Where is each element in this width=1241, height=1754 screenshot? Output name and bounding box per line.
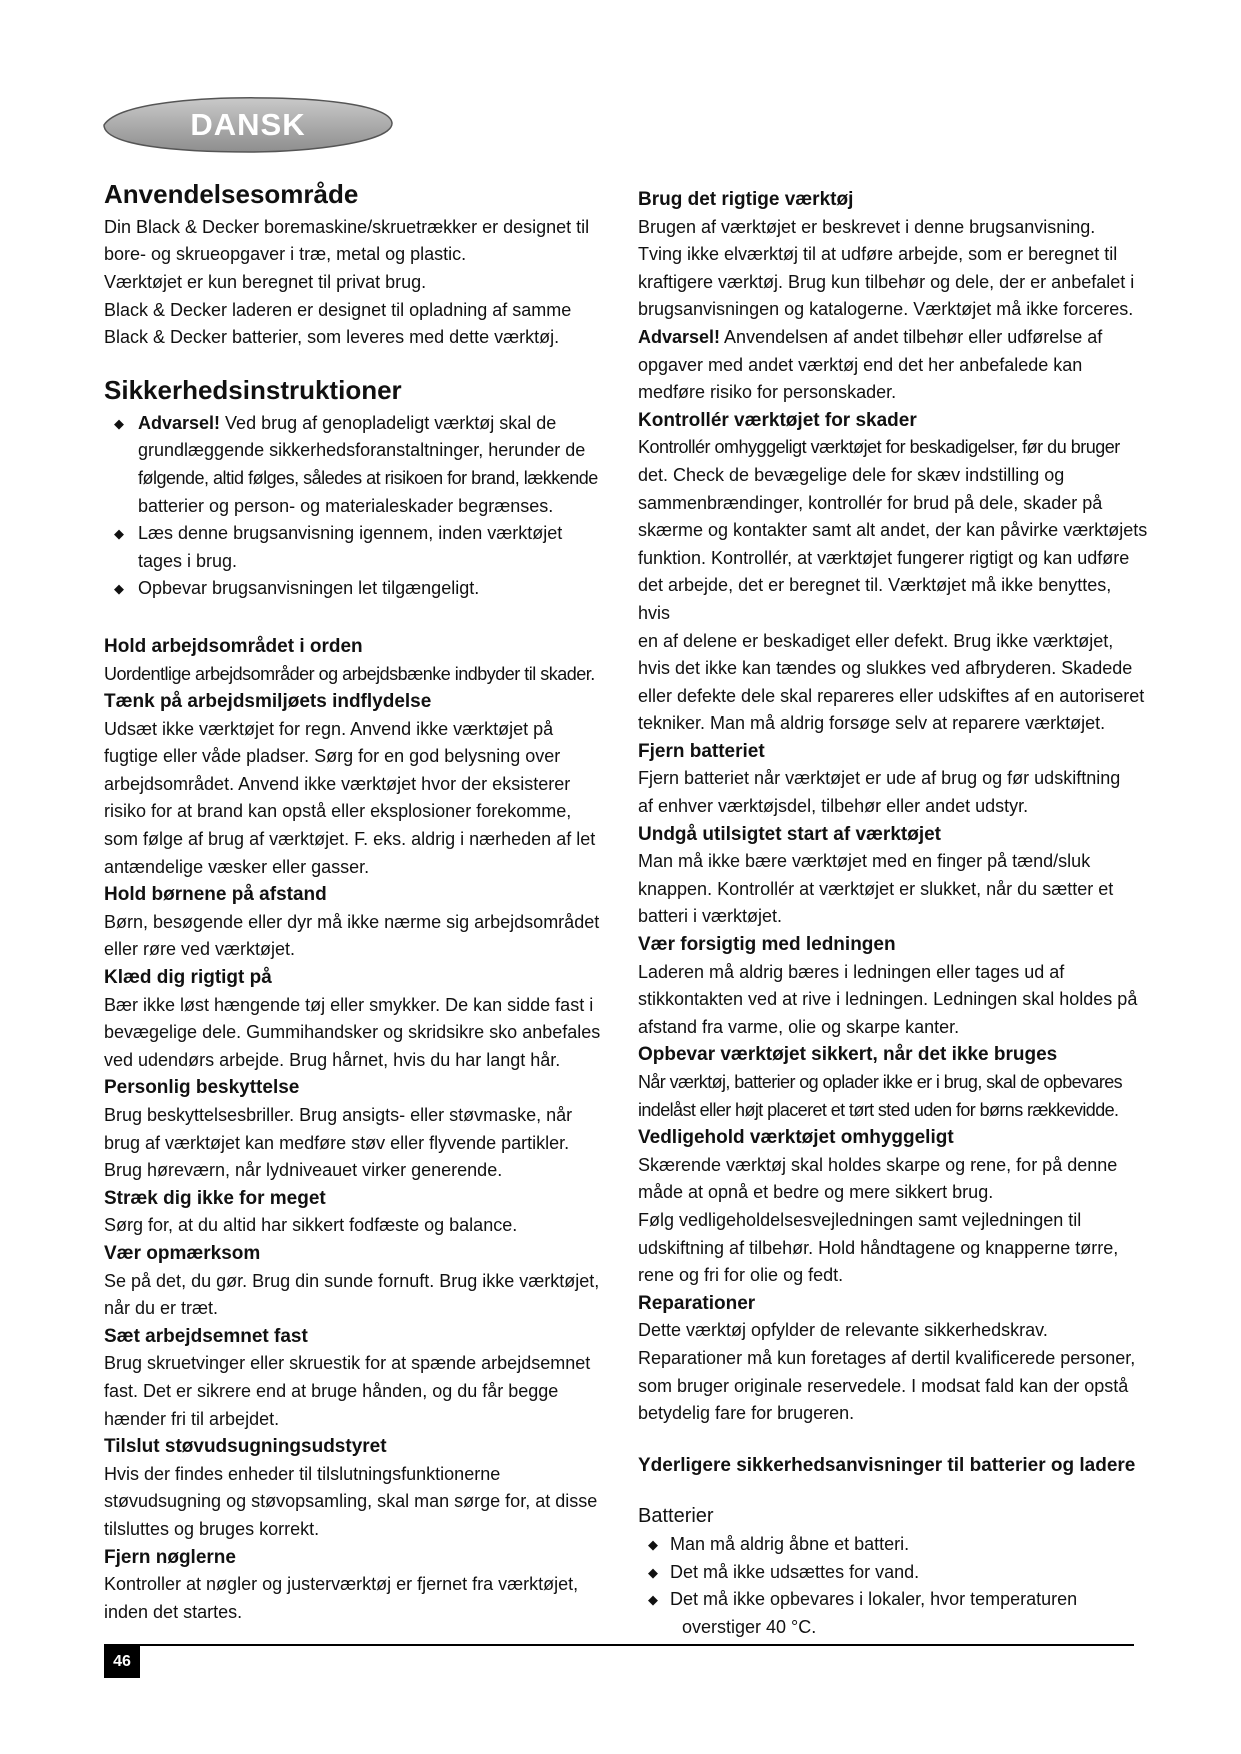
section-line: støvudsugning og støvopsamling, skal man sørge for, at disse: [104, 1491, 598, 1512]
section-title: Undgå utilsigtet start af værktøjet: [638, 823, 941, 845]
section-line: brugsanvisningen og katalogerne. Værktøjet må ikke forceres.: [638, 299, 1134, 320]
section-title: Hold børnene på afstand: [104, 884, 327, 906]
section-line: måde at opnå et bedre og mere sikkert brug.: [638, 1182, 994, 1203]
section-line: hænder fri til arbejdet.: [104, 1408, 280, 1429]
section-line: stikkontakten ved at rive i ledningen. Ledningen skal holdes på: [638, 989, 1138, 1010]
section-line: Fjern batteriet når værktøjet er ude af brug og før udskiftning: [638, 768, 1121, 789]
section-title: Brug det rigtige værktøj: [638, 189, 854, 210]
section-line: af enhver værktøjsdel, tilbehør eller andet udstyr.: [638, 796, 1029, 817]
section-line: indelåst eller højt placeret et tørt sted uden for børns rækkevidde.: [638, 1099, 1119, 1120]
intro-line: Black & Decker laderen er designet til opladning af samme: [104, 299, 572, 320]
section-line: risiko for at brand kan opstå eller eksplosioner forekomme,: [104, 801, 572, 822]
section-line: en af delene er beskadiget eller defekt. Brug ikke værktøjet,: [638, 630, 1114, 651]
section-line: når du er træt.: [104, 1298, 219, 1319]
section-work-area: [104, 633, 614, 688]
section-title: Stræk dig ikke for meget: [104, 1187, 326, 1209]
section-line: udskiftning af tilbehør. Hold håndtagene og knapperne tørre,: [638, 1237, 1119, 1258]
bullet-item: [104, 410, 614, 520]
bullet-text: overstiger 40 °C.: [682, 1616, 817, 1637]
section-title: Tænk på arbejdsmiljøets indflydelse: [104, 691, 432, 713]
section-line: kraftigere værktøj. Brug kun tilbehør og dele, der er anbefalet i: [638, 271, 1135, 292]
section-line: betydelig fare for brugeren.: [638, 1403, 855, 1424]
section-line: Kontrollér omhyggeligt værktøjet for beskadigelser, før du bruger: [638, 437, 1120, 458]
section-line: Se på det, du gør. Brug din sunde fornuft. Brug ikke værktøjet,: [104, 1270, 600, 1291]
section-title: Hold arbejdsområdet i orden: [104, 635, 363, 657]
bullet-text: Ved brug af genopladeligt værktøj skal de: [220, 412, 557, 433]
section-title: Reparationer: [638, 1292, 756, 1314]
section-line: Brugen af værktøjet er beskrevet i denne brugsanvisning.: [638, 216, 1096, 237]
section-dust-extraction: [104, 1433, 614, 1543]
section-line: brug af værktøjet kan medføre støv eller flyvende partikler.: [104, 1132, 570, 1153]
intro-title: Anvendelsesområde: [104, 179, 359, 209]
intro-line: Din Black & Decker boremaskine/skruetrækker er designet til: [104, 216, 590, 237]
bullet-text: Det må ikke udsættes for vand.: [670, 1561, 920, 1582]
section-title: Klæd dig rigtigt på: [104, 967, 272, 989]
bullet-text: grundlæggende sikkerhedsforanstaltninger, herunder de: [138, 440, 586, 461]
diamond-bullet-icon: ◆: [648, 1564, 658, 1580]
section-line: Bær ikke løst hængende tøj eller smykker. De kan sidde fast i: [104, 994, 594, 1015]
section-line: fugtige eller våde pladser. Sørg for en god belysning over: [104, 746, 561, 767]
section-line: opgaver med andet værktøj end det her anbefalede kan: [638, 354, 1083, 375]
section-line: Udsæt ikke værktøjet for regn. Anvend ikke værktøjet på: [104, 718, 554, 739]
safety-title: Sikkerhedsinstruktioner: [104, 374, 402, 405]
section-title: Vær opmærksom: [104, 1242, 261, 1264]
section-line: [638, 324, 1148, 352]
left-column: [104, 180, 614, 1626]
section-remove-keys: [104, 1544, 614, 1627]
section-title: Vær forsigtig med ledningen: [638, 934, 896, 956]
warning-text: Anvendelsen af andet tilbehør eller udførelse af: [720, 326, 1103, 347]
section-line: som følge af brug af værktøjet. F. eks. aldrig i nærheden af let: [104, 829, 596, 850]
section-line: Uordentlige arbejdsområder og arbejdsbænke indbyder til skader.: [104, 663, 595, 684]
section-line: afstand fra varme, olie og skarpe kanter.: [638, 1016, 960, 1037]
safety-bullet-list: [104, 410, 614, 603]
diamond-bullet-icon: ◆: [114, 581, 124, 597]
section-line: det. Check de bevægelige dele for skæv indstilling og: [638, 464, 1065, 485]
bullet-text: Man må aldrig åbne et batteri.: [670, 1533, 910, 1554]
battery-heading: Batterier: [638, 1505, 714, 1528]
bullet-item: [104, 575, 614, 603]
section-line: inden det startes.: [104, 1601, 243, 1622]
section-line: Sørg for, at du altid har sikkert fodfæste og balance.: [104, 1215, 518, 1236]
battery-bullet-list: [638, 1531, 1148, 1641]
page-number: 46: [104, 1646, 140, 1678]
section-line: rene og fri for olie og fedt.: [638, 1265, 844, 1286]
section-line: Laderen må aldrig bæres i ledningen eller tages ud af: [638, 961, 1065, 982]
section-line: skærme og kontakter samt alt andet, der kan påvirke værktøjets: [638, 520, 1148, 541]
bullet-text: Det må ikke opbevares i lokaler, hvor temperaturen: [670, 1589, 1078, 1610]
section-line: som bruger originale reservedele. I modsat fald kan der opstå: [638, 1375, 1129, 1396]
section-line: Reparationer må kun foretages af dertil kvalificerede personer,: [638, 1347, 1136, 1368]
section-line: hvis det ikke kan tændes og slukkes ved afbryderen. Skadede: [638, 658, 1133, 679]
section-line: knappen. Kontrollér at værktøjet er slukket, når du sætter et: [638, 878, 1114, 899]
section-line: eller røre ved værktøjet.: [104, 939, 296, 960]
section-clothing: [104, 964, 614, 1074]
section-cord: [638, 931, 1148, 1041]
bullet-text: Opbevar brugsanvisningen let tilgængeligt.: [138, 578, 480, 599]
section-check-damage: [638, 407, 1148, 738]
section-line: Hvis der findes enheder til tilslutningsfunktionerne: [104, 1463, 501, 1484]
section-title: Opbevar værktøjet sikkert, når det ikke bruges: [638, 1044, 1058, 1066]
section-remove-battery: [638, 738, 1148, 821]
diamond-bullet-icon: ◆: [648, 1592, 658, 1608]
section-line: det arbejde, det er beregnet til. Værktøjet må ikke benyttes, hvis: [638, 575, 1112, 623]
diamond-bullet-icon: ◆: [114, 526, 124, 542]
section-line: fast. Det er sikrere end at bruge hånden, og du får begge: [104, 1380, 559, 1401]
section-line: Dette værktøj opfylder de relevante sikkerhedskrav.: [638, 1320, 1048, 1341]
section-line: Brug høreværn, når lydniveauet virker generende.: [104, 1160, 503, 1181]
diamond-bullet-icon: ◆: [114, 415, 124, 431]
language-badge: [100, 96, 396, 154]
extra-safety-title: Yderligere sikkerhedsanvisninger til batterier og ladere: [638, 1454, 1136, 1476]
badge-label: DANSK: [190, 107, 306, 142]
section-line: antændelige væsker eller gasser.: [104, 856, 370, 877]
section-line: sammenbrændinger, kontrollér for brud på dele, skader på: [638, 492, 1103, 513]
section-title: Tilslut støvudsugningsudstyret: [104, 1436, 387, 1458]
bullet-item: [638, 1531, 1148, 1559]
section-right-tool: [638, 186, 1148, 407]
section-title: Fjern nøglerne: [104, 1546, 236, 1568]
warning-label: Advarsel!: [138, 412, 221, 433]
section-overreach: [104, 1185, 614, 1240]
section-secure-work: [104, 1323, 614, 1433]
section-line: Man må ikke bære værktøjet med en finger på tænd/sluk: [638, 851, 1091, 872]
warning-label: Advarsel!: [638, 326, 721, 347]
section-line: Kontroller at nøgler og justerværktøj er fjernet fra værktøjet,: [104, 1574, 579, 1595]
section-title: Vedligehold værktøjet omhyggeligt: [638, 1127, 954, 1149]
section-line: eller defekte dele skal repareres eller udskiftes af en autoriseret: [638, 685, 1145, 706]
section-line: Skærende værktøj skal holdes skarpe og rene, for på denne: [638, 1154, 1118, 1175]
footer-rule: [104, 1644, 1134, 1646]
section-environment: [104, 688, 614, 881]
intro-line: bore- og skrueopgaver i træ, metal og plastic.: [104, 244, 467, 265]
diamond-bullet-icon: ◆: [648, 1536, 658, 1552]
right-column: [638, 186, 1148, 1641]
section-repairs: [638, 1290, 1148, 1428]
section-line: Børn, besøgende eller dyr må ikke nærme sig arbejdsområdet: [104, 911, 600, 932]
section-line: tekniker. Man må aldrig forsøge selv at reparere værktøjet.: [638, 713, 1106, 734]
section-line: Når værktøj, batterier og oplader ikke er i brug, skal de opbevares: [638, 1072, 1123, 1092]
section-line: medføre risiko for personskader.: [638, 382, 897, 403]
section-line: Brug beskyttelsesbriller. Brug ansigts- eller støvmaske, når: [104, 1105, 573, 1125]
section-line: ved udendørs arbejde. Brug hårnet, hvis du har langt hår.: [104, 1049, 561, 1070]
bullet-text: tages i brug.: [138, 550, 238, 571]
bullet-item: [638, 1586, 1148, 1641]
section-line: bevægelige dele. Gummihandsker og skridsikre sko anbefales: [104, 1022, 601, 1043]
section-maintenance: [638, 1124, 1148, 1290]
section-title: Sæt arbejdsemnet fast: [104, 1325, 308, 1347]
section-line: tilsluttes og bruges korrekt.: [104, 1518, 320, 1539]
bullet-text: følgende, altid følges, således at risikoen for brand, lækkende: [138, 467, 598, 488]
bullet-item: [638, 1559, 1148, 1587]
bullet-item: [104, 520, 614, 575]
section-line: Følg vedligeholdelsesvejledningen samt vejledningen til: [638, 1209, 1082, 1230]
section-alert: [104, 1240, 614, 1323]
intro-line: Black & Decker batterier, som leveres med dette værktøj.: [104, 327, 560, 348]
section-line: batteri i værktøjet.: [638, 906, 783, 927]
section-accidental-start: [638, 821, 1148, 931]
section-line: Tving ikke elværktøj til at udføre arbejde, som er beregnet til: [638, 244, 1118, 265]
section-children: [104, 881, 614, 964]
bullet-text: batterier og person- og materialeskader begrænses.: [138, 495, 554, 516]
section-line: arbejdsområdet. Anvend ikke værktøjet hvor der eksisterer: [104, 773, 571, 794]
section-title: Personlig beskyttelse: [104, 1077, 300, 1099]
section-protection: [104, 1074, 614, 1184]
section-line: Brug skruetvinger eller skruestik for at spænde arbejdsemnet: [104, 1353, 591, 1374]
intro-line: Værktøjet er kun beregnet til privat brug.: [104, 272, 427, 293]
section-title: Kontrollér værktøjet for skader: [638, 409, 917, 431]
section-title: Fjern batteriet: [638, 740, 765, 762]
section-storage: [638, 1041, 1148, 1124]
bullet-text: Læs denne brugsanvisning igennem, inden værktøjet: [138, 523, 563, 544]
section-line: funktion. Kontrollér, at værktøjet fungerer rigtigt og kan udføre: [638, 547, 1130, 568]
